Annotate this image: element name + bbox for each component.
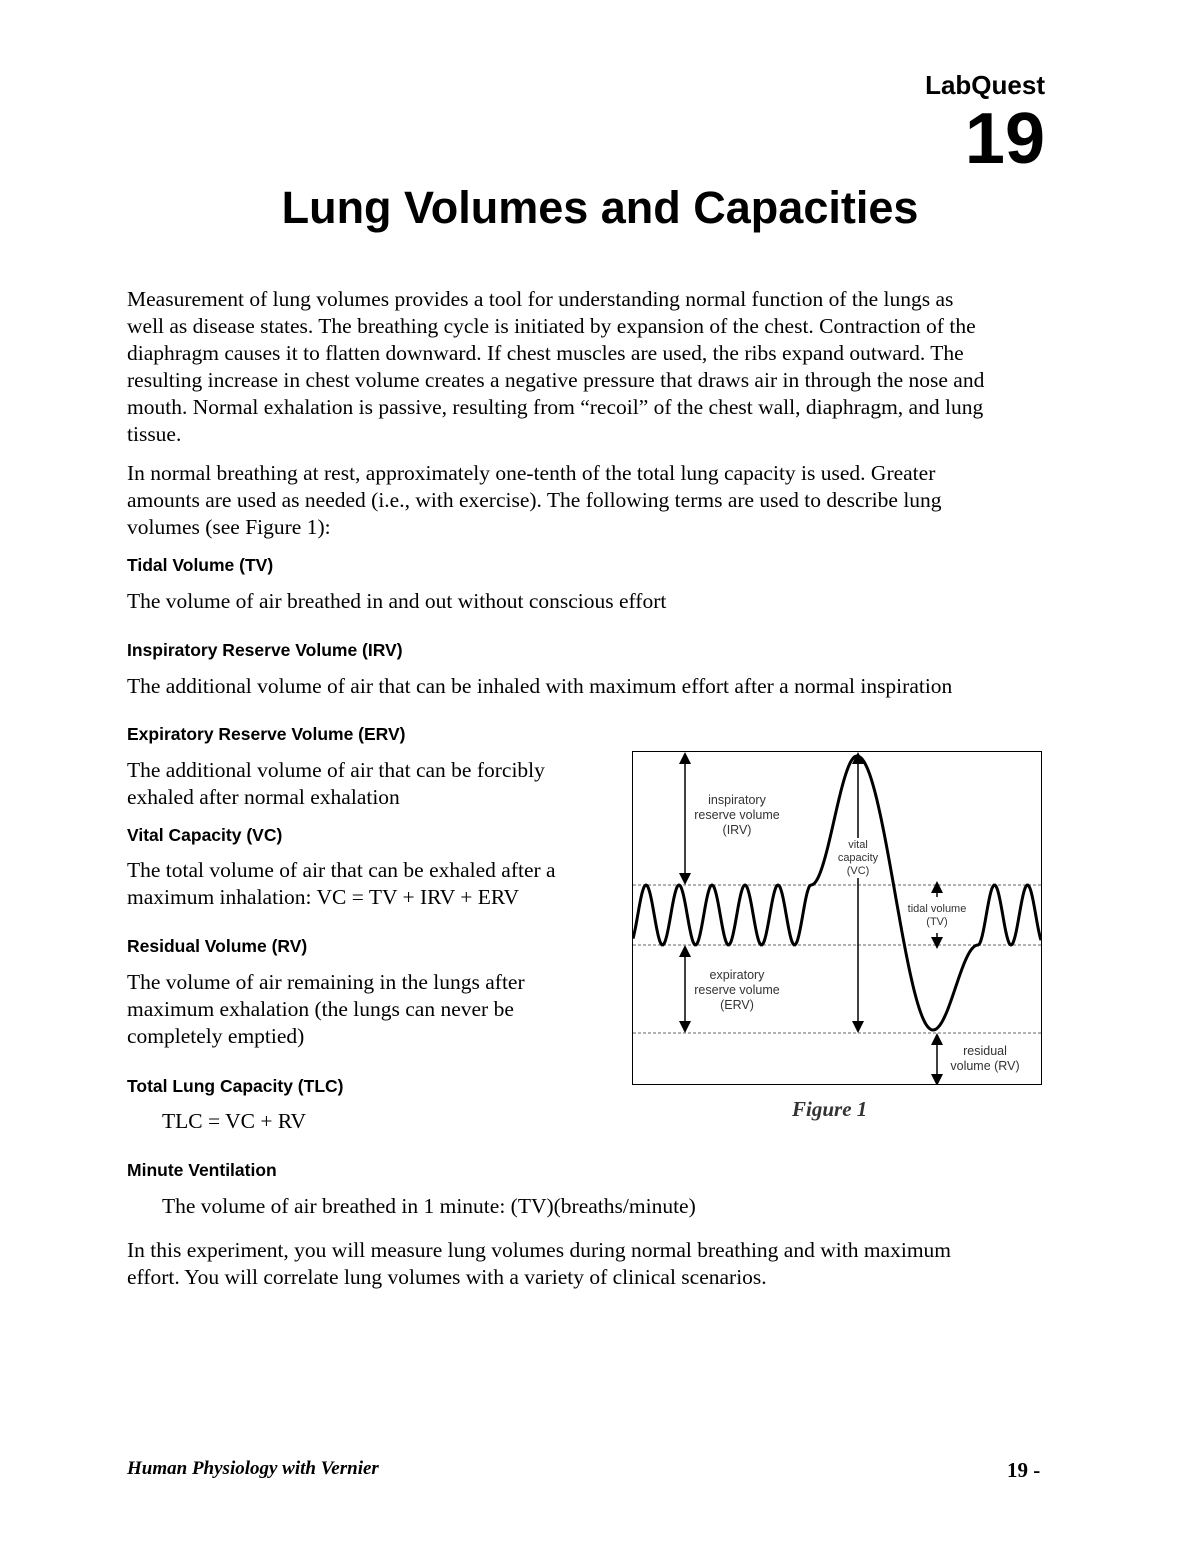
text-line: In normal breathing at rest, approximately one-tenth of the total lung capacity is used. Greater <box>127 461 936 485</box>
closing-paragraph <box>127 1237 951 1291</box>
intro-paragraph-1 <box>127 286 984 448</box>
text-line: In this experiment, you will measure lung volumes during normal breathing and with maximum <box>127 1238 952 1262</box>
definition-residual-volume <box>127 969 525 1050</box>
irv-label-line: reserve volume <box>694 808 780 822</box>
heading-residual-volume: Residual Volume (RV) <box>127 936 308 956</box>
lab-label: LabQuest <box>925 70 1045 100</box>
erv-label-line: (ERV) <box>720 998 754 1012</box>
text-line: maximum inhalation: VC = TV + IRV + ERV <box>127 885 520 909</box>
page-title: Lung Volumes and Capacities <box>281 182 919 233</box>
erv-label-line: reserve volume <box>694 983 780 997</box>
definition-total-lung-capacity <box>162 1108 306 1135</box>
tv-label-line: (TV) <box>926 916 948 928</box>
figure-caption: Figure 1 <box>792 1097 868 1121</box>
definition-irv <box>127 673 952 700</box>
text-line: volumes (see Figure 1): <box>127 515 331 539</box>
erv-label-line: expiratory <box>709 968 765 982</box>
vc-label-line: capacity <box>837 852 879 864</box>
text-line: well as disease states. The breathing cycle is initiated by expansion of the chest. Contraction of the <box>127 314 976 338</box>
text-line: effort. You will correlate lung volumes with a variety of clinical scenarios. <box>127 1265 767 1289</box>
rv-label-line: volume (RV) <box>950 1059 1020 1073</box>
lung-volume-figure <box>632 751 1042 1085</box>
irv-label-line: (IRV) <box>722 823 752 837</box>
text-line: tissue. <box>127 422 182 446</box>
definition-vital-capacity <box>127 857 556 911</box>
text-line: The additional volume of air that can be inhaled with maximum effort after a normal inspiration <box>127 674 953 698</box>
irv-label-line: inspiratory <box>708 793 766 807</box>
text-line: Measurement of lung volumes provides a tool for understanding normal function of the lungs as <box>127 287 954 311</box>
text-line: exhaled after normal exhalation <box>127 785 400 809</box>
heading-total-lung-capacity: Total Lung Capacity (TLC) <box>127 1076 344 1096</box>
text-line: amounts are used as needed (i.e., with exercise). The following terms are used to describe lung <box>127 488 942 512</box>
text-line: The volume of air remaining in the lungs after <box>127 970 525 994</box>
text-line: resulting increase in chest volume creates a negative pressure that draws air in through the nose and <box>127 368 985 392</box>
heading-tidal-volume: Tidal Volume (TV) <box>127 555 274 575</box>
rv-label-line: residual <box>963 1044 1007 1058</box>
text-line: maximum exhalation (the lungs can never be <box>127 997 514 1021</box>
text-line: completely emptied) <box>127 1024 305 1048</box>
text-line: diaphragm causes it to flatten downward. If chest muscles are used, the ribs expand outward. The <box>127 341 964 365</box>
heading-vital-capacity: Vital Capacity (VC) <box>127 825 283 845</box>
text-line: TLC = VC + RV <box>162 1109 306 1133</box>
heading-irv: Inspiratory Reserve Volume (IRV) <box>127 640 403 660</box>
lab-number: 19 <box>964 99 1045 179</box>
vc-label-line: (VC) <box>846 865 870 877</box>
text-line: The volume of air breathed in and out without conscious effort <box>127 589 667 613</box>
vc-label-line: vital <box>848 839 868 851</box>
text-line: The total volume of air that can be exhaled after a <box>127 858 556 882</box>
definition-erv <box>127 757 545 811</box>
definition-minute-ventilation <box>162 1193 696 1220</box>
heading-erv: Expiratory Reserve Volume (ERV) <box>127 724 406 744</box>
heading-minute-ventilation: Minute Ventilation <box>127 1160 277 1180</box>
footer-book-title: Human Physiology with Vernier <box>127 1458 379 1479</box>
lung-volume-diagram <box>633 752 1041 1084</box>
tv-label-line: tidal volume <box>907 903 967 915</box>
text-line: The volume of air breathed in 1 minute: (TV)(breaths/minute) <box>162 1194 696 1218</box>
text-line: The additional volume of air that can be forcibly <box>127 758 545 782</box>
intro-paragraph-2 <box>127 460 942 541</box>
definition-tidal-volume <box>127 588 666 615</box>
text-line: mouth. Normal exhalation is passive, resulting from “recoil” of the chest wall, diaphragm, and lung <box>127 395 984 419</box>
footer-page-number: 19 - <box>1007 1458 1041 1482</box>
